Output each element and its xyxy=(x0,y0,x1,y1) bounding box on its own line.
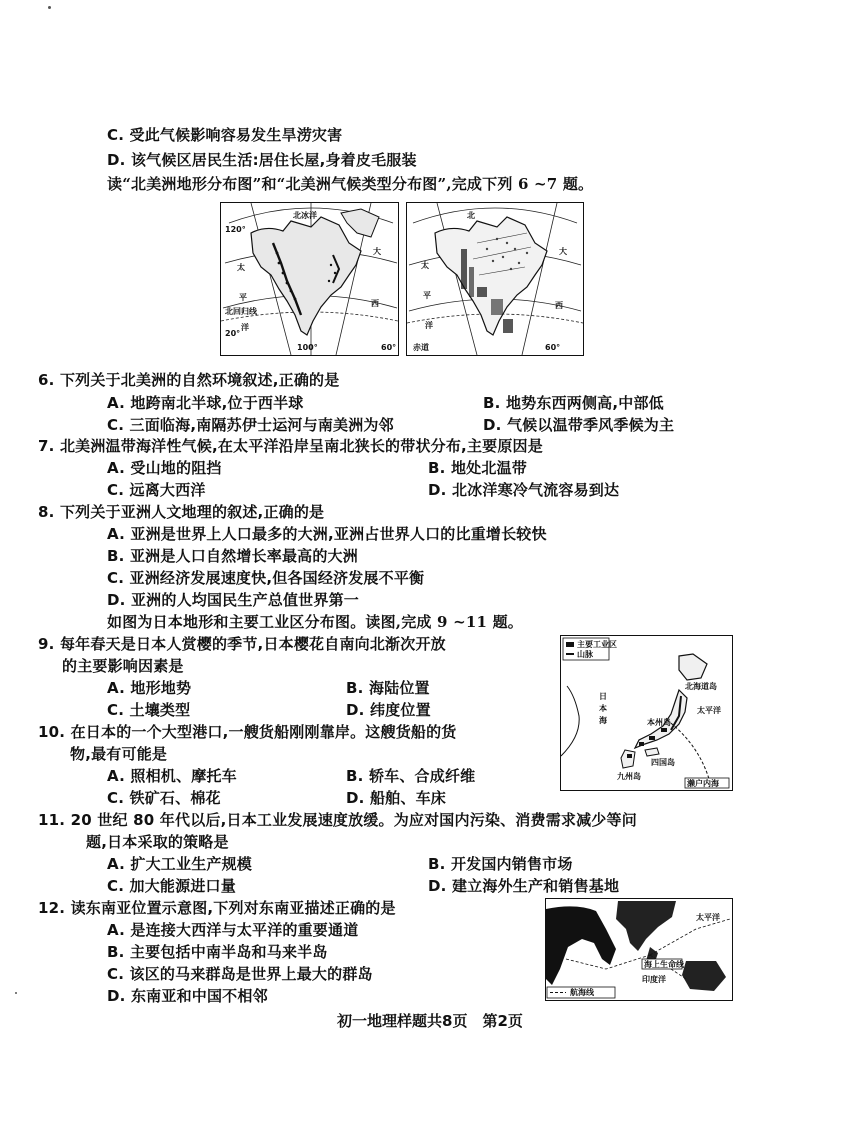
label-xi: 西 xyxy=(555,301,563,310)
q9-option-d: D. 纬度位置 xyxy=(346,701,431,719)
q12-option-c: C. 该区的马来群岛是世界上最大的群岛 xyxy=(107,965,373,983)
q6-option-d: D. 气候以温带季风季候为主 xyxy=(483,416,675,434)
q9-option-b: B. 海陆位置 xyxy=(346,679,430,697)
label-lon-60: 60° xyxy=(381,343,397,352)
q7-stem: 7. 北美洲温带海洋性气候,在太平洋沿岸呈南北狭长的带状分布,主要原因是 xyxy=(38,437,543,455)
q10-option-c: C. 铁矿石、棉花 xyxy=(107,789,221,807)
q6-option-a: A. 地跨南北半球,位于西半球 xyxy=(107,394,304,412)
label-hokkaido: 北海道岛 xyxy=(685,682,717,691)
label-seto-inland-sea: 濑户内海 xyxy=(687,779,719,788)
q5-option-c: C. 受此气候影响容易发生旱涝灾害 xyxy=(107,126,343,144)
q12-option-d: D. 东南亚和中国不相邻 xyxy=(107,987,268,1005)
q10-stem-line2: 物,最有可能是 xyxy=(70,745,168,763)
label-pacific: 太平洋 xyxy=(696,913,720,922)
label-ping: 平 xyxy=(239,293,247,302)
q8-option-d: D. 亚洲的人均国民生产总值世界第一 xyxy=(107,591,359,609)
q7-option-a: A. 受山地的阻挡 xyxy=(107,459,222,477)
q11-option-d: D. 建立海外生产和销售基地 xyxy=(428,877,620,895)
q11-option-c: C. 加大能源进口量 xyxy=(107,877,236,895)
q9-option-c: C. 土壤类型 xyxy=(107,701,191,719)
scan-speck xyxy=(15,992,17,994)
q6-option-b: B. 地势东西两侧高,中部低 xyxy=(483,394,664,412)
q7-option-b: B. 地处北温带 xyxy=(428,459,527,477)
q9-option-a: A. 地形地势 xyxy=(107,679,192,697)
label-lat-20: 20° xyxy=(225,329,241,338)
label-pacific: 太平洋 xyxy=(697,706,721,715)
label-lon-60: 60° xyxy=(545,343,561,352)
q10-option-b: B. 轿车、合成纤维 xyxy=(346,767,476,785)
label-arctic-ocean: 北冰洋 xyxy=(293,211,317,220)
page-footer: 初一地理样题共8页 第2页 xyxy=(337,1012,523,1030)
instruction-6-7: 读“北美洲地形分布图”和“北美洲气候类型分布图”,完成下列 6 ~7 题。 xyxy=(107,175,594,193)
label-equator: 赤道 xyxy=(413,343,429,352)
q10-stem-line1: 10. 在日本的一个大型港口,一艘货船刚刚靠岸。这艘货船的货 xyxy=(38,723,457,741)
label-xi: 西 xyxy=(371,299,379,308)
label-maritime-lifeline: 海上生命线 xyxy=(644,960,684,969)
legend-mountain: 山脉 xyxy=(577,650,593,659)
label-honshu: 本州岛 xyxy=(647,718,671,727)
label-indian-ocean: 印度洋 xyxy=(642,975,666,984)
label-yang: 洋 xyxy=(425,321,433,330)
q11-stem-line2: 题,日本采取的策略是 xyxy=(86,833,229,851)
q11-option-a: A. 扩大工业生产规模 xyxy=(107,855,253,873)
q5-option-d: D. 该气候区居民生活:居住长屋,身着皮毛服装 xyxy=(107,151,417,169)
q9-stem-line2: 的主要影响因素是 xyxy=(62,657,184,675)
q12-stem: 12. 读东南亚位置示意图,下列对东南亚描述正确的是 xyxy=(38,899,396,917)
north-america-climate-map xyxy=(406,202,584,356)
label-shikoku: 四国岛 xyxy=(651,758,675,767)
q7-option-c: C. 远离大西洋 xyxy=(107,481,206,499)
southeast-asia-location-map xyxy=(545,898,733,1001)
q12-option-b: B. 主要包括中南半岛和马来半岛 xyxy=(107,943,328,961)
label-lon-100: 100° xyxy=(297,343,318,352)
q7-option-d: D. 北冰洋寒冷气流容易到达 xyxy=(428,481,620,499)
q8-option-c: C. 亚洲经济发展速度快,但各国经济发展不平衡 xyxy=(107,569,425,587)
q8-option-b: B. 亚洲是人口自然增长率最高的大洲 xyxy=(107,547,358,565)
label-tai: 太 xyxy=(237,263,245,272)
label-tai: 太 xyxy=(421,261,429,270)
label-ping: 平 xyxy=(423,291,431,300)
label-ben: 本 xyxy=(599,704,607,713)
q10-option-d: D. 船舶、车床 xyxy=(346,789,446,807)
q6-stem: 6. 下列关于北美洲的自然环境叙述,正确的是 xyxy=(38,371,340,389)
q11-stem-line1: 11. 20 世纪 80 年代以后,日本工业发展速度放缓。为应对国内污染、消费需求减少等问 xyxy=(38,811,637,829)
q6-option-c: C. 三面临海,南隔苏伊士运河与南美洲为邻 xyxy=(107,416,394,434)
label-bei: 北 xyxy=(467,211,475,220)
instruction-9-11: 如图为日本地形和主要工业区分布图。读图,完成 9 ~11 题。 xyxy=(107,613,523,631)
q12-option-a: A. 是连接大西洋与太平洋的重要通道 xyxy=(107,921,359,939)
north-america-terrain-map xyxy=(220,202,399,356)
q8-option-a: A. 亚洲是世界上人口最多的大洲,亚洲占世界人口的比重增长较快 xyxy=(107,525,547,543)
q9-stem-line1: 9. 每年春天是日本人赏樱的季节,日本樱花自南向北渐次开放 xyxy=(38,635,446,653)
legend-industrial-zone: 主要工业区 xyxy=(577,640,617,649)
label-yang: 洋 xyxy=(241,323,249,332)
label-da: 大 xyxy=(373,247,381,256)
label-hai: 海 xyxy=(599,716,607,725)
q10-option-a: A. 照相机、摩托车 xyxy=(107,767,237,785)
scan-speck xyxy=(48,6,51,9)
label-tropic: 北回归线 xyxy=(225,307,257,316)
label-kyushu: 九州岛 xyxy=(617,772,641,781)
q8-stem: 8. 下列关于亚洲人文地理的叙述,正确的是 xyxy=(38,503,325,521)
label-lon-120: 120° xyxy=(225,225,246,234)
label-ri: 日 xyxy=(599,692,607,701)
legend-sea-route: 航海线 xyxy=(570,988,594,997)
q11-option-b: B. 开发国内销售市场 xyxy=(428,855,573,873)
japan-industry-map xyxy=(560,635,733,791)
label-da: 大 xyxy=(559,247,567,256)
